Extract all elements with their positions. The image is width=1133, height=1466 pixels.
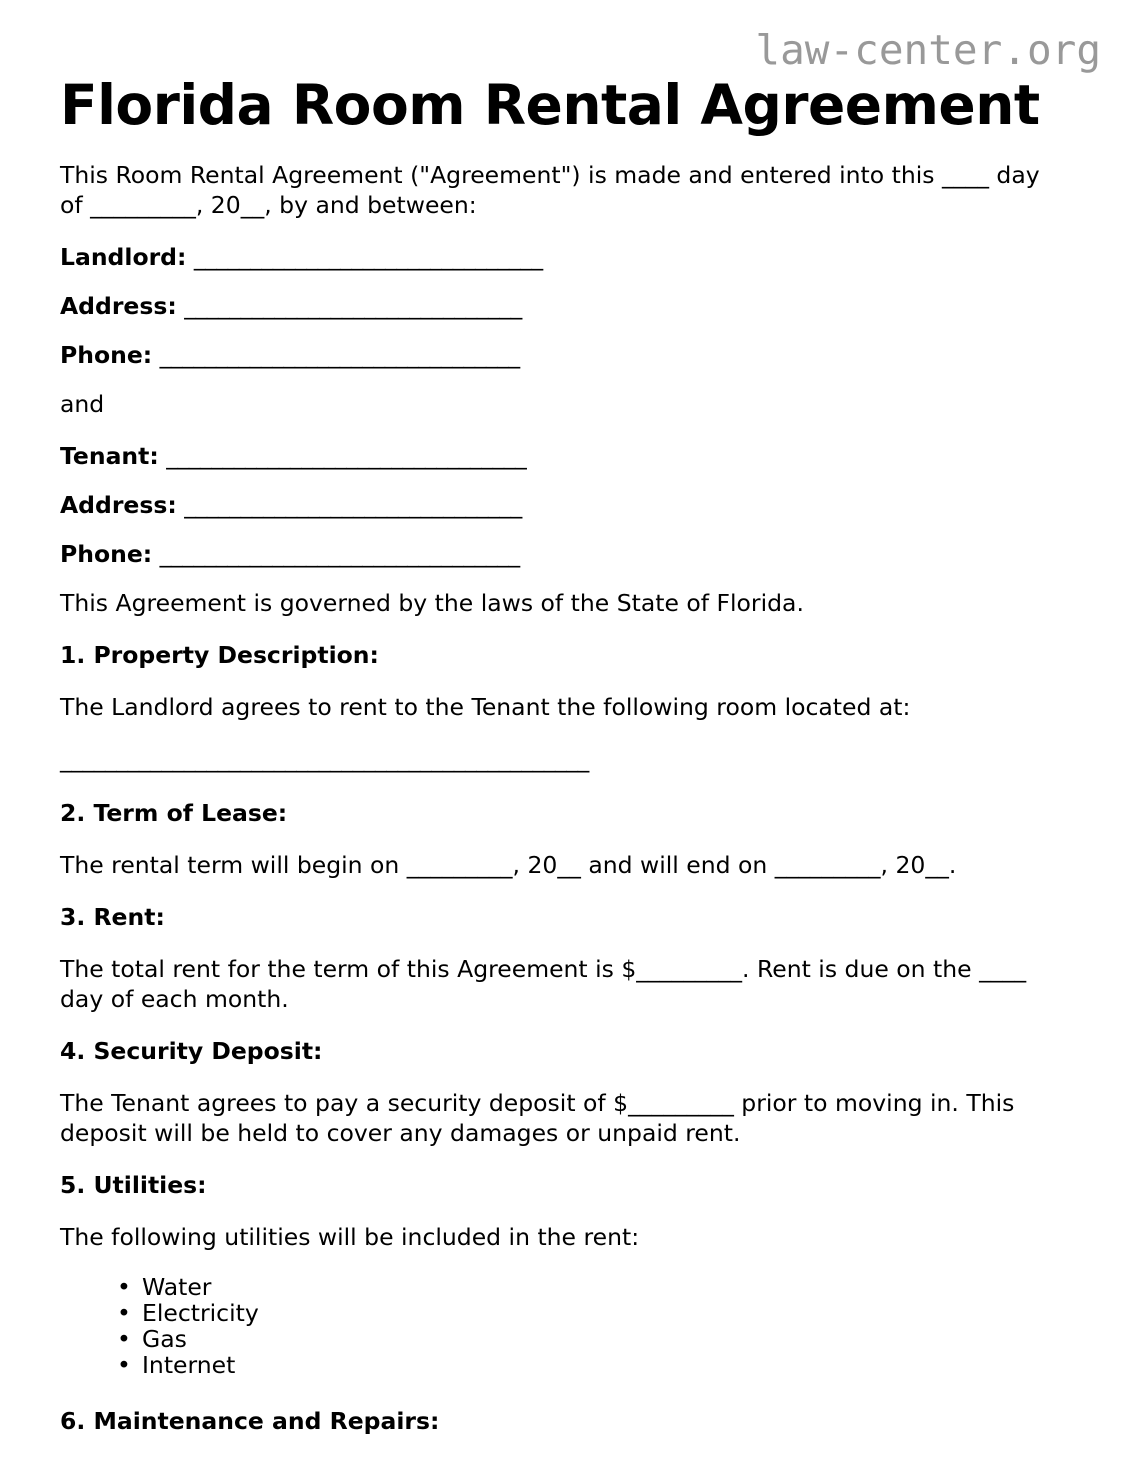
section-heading-rent: 3. Rent: — [60, 903, 165, 931]
landlord-address-label: Address: — [60, 292, 177, 320]
tenant-phone-row — [60, 539, 1065, 569]
landlord-phone-row — [60, 340, 1065, 370]
bullet-icon: • — [117, 1273, 131, 1301]
landlord-address-blank[interactable]: ______________________________ — [184, 292, 522, 320]
document-body — [60, 160, 1065, 1458]
bullet-icon: • — [117, 1351, 131, 1379]
tenant-phone-label: Phone: — [60, 540, 153, 568]
list-item — [117, 1326, 1065, 1352]
list-item — [117, 1352, 1065, 1378]
tenant-address-blank[interactable]: ______________________________ — [184, 491, 522, 519]
section-body-term-of-lease: The rental term will begin on _________, 20__ and will end on _________, 20__. — [60, 851, 957, 879]
list-item-label: Gas — [142, 1325, 187, 1353]
list-item — [117, 1300, 1065, 1326]
section-heading-security-deposit: 4. Security Deposit: — [60, 1037, 323, 1065]
tenant-phone-blank[interactable]: ________________________________ — [159, 540, 520, 568]
section-heading-term-of-lease: 2. Term of Lease: — [60, 799, 288, 827]
bullet-icon: • — [117, 1299, 131, 1327]
tenant-name-row — [60, 441, 1065, 471]
tenant-name-label: Tenant: — [60, 442, 159, 470]
utilities-list — [60, 1274, 1065, 1378]
tenant-name-blank[interactable]: ________________________________ — [166, 442, 527, 470]
list-item-label: Water — [142, 1273, 212, 1301]
bullet-icon: • — [117, 1325, 131, 1353]
landlord-phone-label: Phone: — [60, 341, 153, 369]
list-item-label: Internet — [142, 1351, 236, 1379]
section-body-property-description: The Landlord agrees to rent to the Tenant the following room located at: — [60, 693, 911, 721]
section-heading-utilities: 5. Utilities: — [60, 1171, 207, 1199]
governing-law-paragraph: This Agreement is governed by the laws of the State of Florida. — [60, 589, 804, 617]
section-body-rent: The total rent for the term of this Agreement is $_________. Rent is due on the ____ day of each month. — [60, 955, 1027, 1013]
list-item-label: Electricity — [142, 1299, 259, 1327]
conjunction-and: and — [60, 390, 105, 418]
landlord-address-row — [60, 291, 1065, 321]
landlord-name-label: Landlord: — [60, 243, 187, 271]
landlord-name-blank[interactable]: _______________________________ — [193, 243, 543, 271]
section-heading-maintenance-and-repairs: 6. Maintenance and Repairs: — [60, 1407, 440, 1435]
intro-paragraph: This Room Rental Agreement ("Agreement") is made and entered into this ____ day of _________, 20__, by and between: — [60, 161, 1040, 219]
section-heading-property-description: 1. Property Description: — [60, 641, 379, 669]
section-body-security-deposit: The Tenant agrees to pay a security deposit of $_________ prior to moving in. This deposit will be held to cover any damages or unpaid rent. — [60, 1089, 1015, 1147]
list-item — [117, 1274, 1065, 1300]
landlord-name-row — [60, 242, 1065, 272]
landlord-phone-blank[interactable]: ________________________________ — [159, 341, 520, 369]
section-body-utilities: The following utilities will be included in the rent: — [60, 1223, 640, 1251]
site-watermark: law-center.org — [755, 26, 1101, 74]
page-title: Florida Room Rental Agreement — [60, 73, 1040, 137]
tenant-address-row — [60, 490, 1065, 520]
property-address-blank[interactable]: _______________________________________________ — [60, 745, 589, 773]
tenant-address-label: Address: — [60, 491, 177, 519]
